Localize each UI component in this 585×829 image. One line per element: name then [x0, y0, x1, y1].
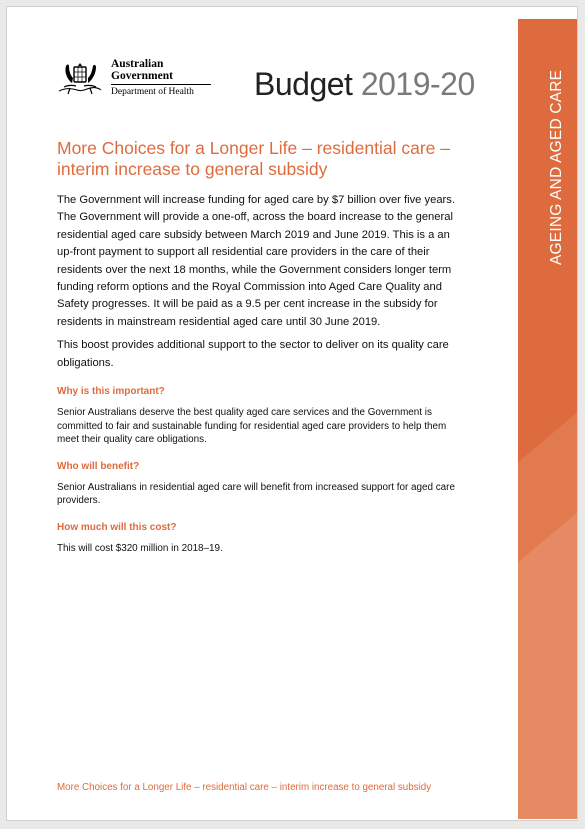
page-title: More Choices for a Longer Life – residential care – interim increase to general subsidy: [57, 138, 450, 179]
government-name: Australian Government: [111, 58, 211, 85]
coat-of-arms-icon: [55, 57, 105, 97]
government-logo: [55, 57, 211, 97]
sidebar-category-label: AGEING AND AGED CARE: [548, 69, 565, 265]
section-text: Senior Australians in residential aged care will benefit from increased support for aged care providers.: [57, 481, 455, 507]
intro-paragraph: This boost provides additional support to the sector to deliver on its quality care obligations.: [57, 339, 449, 369]
budget-year: 2019-20: [360, 66, 475, 102]
section-text: This will cost $320 million in 2018–19.: [57, 543, 223, 555]
article-body: [57, 192, 469, 562]
budget-title: [254, 66, 475, 103]
section-heading: Why is this important?: [57, 386, 165, 398]
sidebar-banner: [518, 19, 578, 819]
logo-text: [111, 58, 211, 97]
section-heading: How much will this cost?: [57, 522, 177, 534]
intro-paragraph: The Government will increase funding for aged care by $7 billion over five years. The Government will provide a one-off, across the board increase to the general residential aged care subsidy between March 2019 and June 2019. This is a an up-front payment to support all residential care providers in the care of their residents over the next 18 months, while the Government considers longer term funding reform options and the Royal Commission into Aged Care Quality and Safety progresses. It will be paid as a 9.5 per cent increase in the subsidy for residents in mainstream residential aged care until 30 June 2019.: [57, 194, 455, 328]
department-name: Department of Health: [111, 86, 194, 97]
budget-word: Budget: [254, 66, 353, 102]
page-footer: More Choices for a Longer Life – residential care – interim increase to general subsidy: [57, 782, 432, 793]
section-heading: Who will benefit?: [57, 460, 140, 472]
document-page: [6, 6, 578, 821]
section-text: Senior Australians deserve the best quality aged care services and the Government is committed to fair and sustainable funding for residential aged care providers to help them meet their quality care obligations.: [57, 407, 447, 446]
